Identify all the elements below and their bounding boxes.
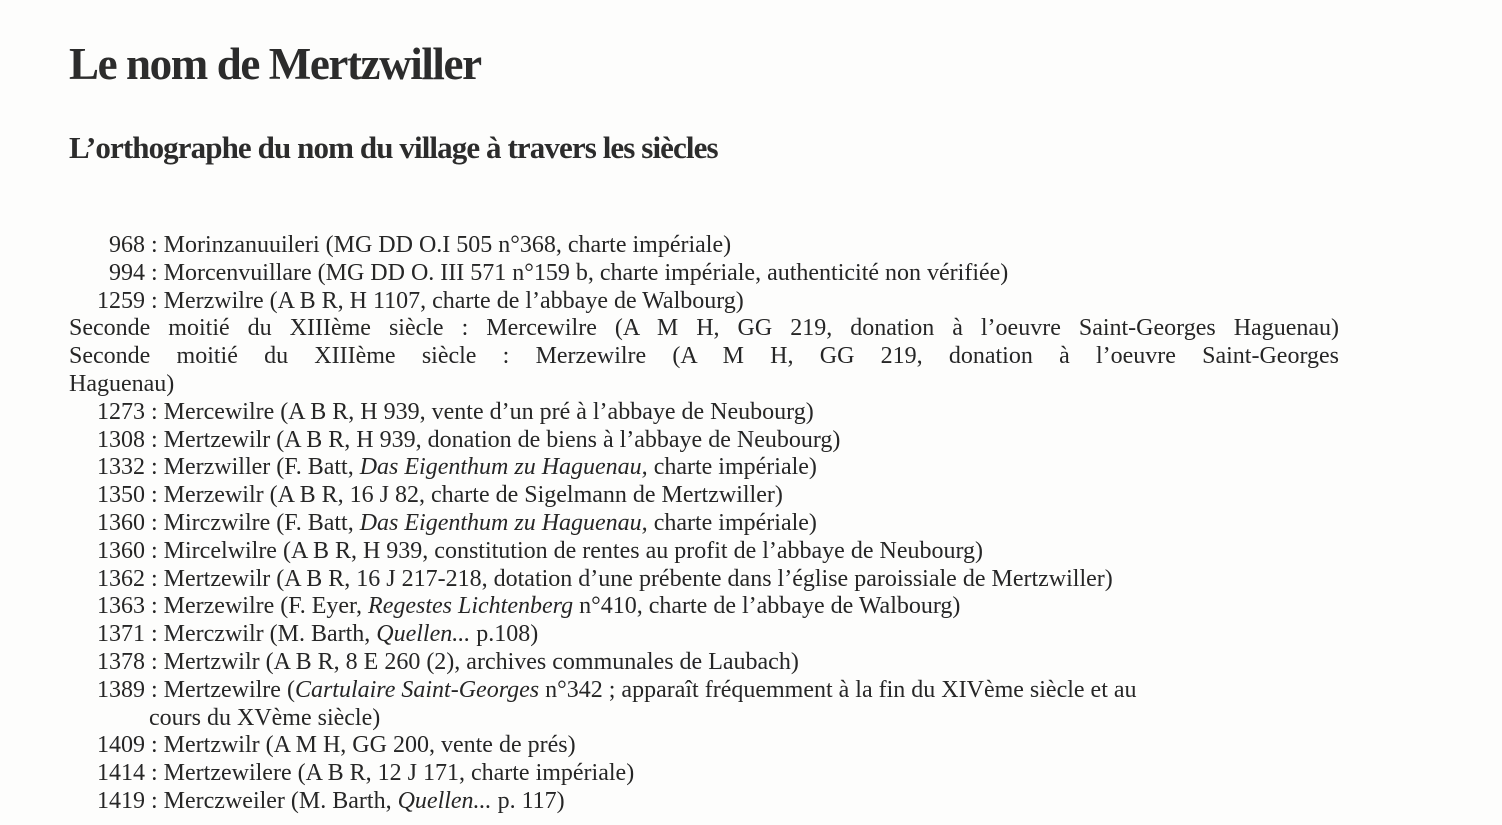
list-item: 1259 : Merzwilre (A B R, H 1107, charte de l’abbaye de Walbourg) <box>69 288 1339 316</box>
entry-year: 1409 <box>97 732 145 759</box>
source-title: Regestes Lichtenberg <box>368 593 574 620</box>
entry-text: Merzewilre (F. Eyer, <box>163 593 369 620</box>
list-item: 1363 : Merzewilre (F. Eyer, Regestes Lichtenberg n°410, charte de l’abbaye de Walbourg) <box>69 593 1339 621</box>
list-item: 1360 : Mircelwilre (A B R, H 939, constitution de rentes au profit de l’abbaye de Neubourg) <box>69 538 1339 566</box>
entry-year: 1360 <box>97 537 145 564</box>
list-item: 1350 : Merzewilr (A B R, 16 J 82, charte de Sigelmann de Mertzwiller) <box>69 482 1339 510</box>
list-item: 1308 : Mertzewilr (A B R, H 939, donation de biens à l’abbaye de Neubourg) <box>69 427 1339 455</box>
entry-year: 1350 <box>97 482 145 509</box>
list-item: 1362 : Mertzewilr (A B R, 16 J 217-218, dotation d’une prébente dans l’église paroissiale de Mertzwiller) <box>69 566 1339 594</box>
entry-text-end: charte impériale) <box>647 454 817 481</box>
entry-year: 1389 <box>97 676 145 703</box>
list-item <box>69 315 1339 343</box>
list-item: 994 : Morcenvuillare (MG DD O. III 571 n°159 b, charte impériale, authenticité non vérifiée) <box>69 260 1339 288</box>
list-item: 1332 : Merzwiller (F. Batt, Das Eigenthum zu Haguenau, charte impériale) <box>69 454 1339 482</box>
entry-text: Merzwilre (A B R, H 1107, charte de l’abbaye de Walbourg) <box>163 287 744 314</box>
entry-text: Mertzwilr (A B R, 8 E 260 (2), archives communales de Laubach) <box>163 648 799 675</box>
source-title: Quellen... <box>376 621 471 648</box>
source-title: Quellen... <box>397 787 492 814</box>
entry-text: Morinzanuuileri (MG DD O.I 505 n°368, charte impériale) <box>163 232 732 258</box>
entry-text: Seconde moitié du XIIIème siècle : Merzewilre (A M H, GG 219, donation à l’oeuvre Saint-Georges <box>69 343 1339 370</box>
entry-year: 1360 <box>97 509 145 536</box>
entry-text: Mircelwilre (A B R, H 939, constitution de rentes au profit de l’abbaye de Neubourg) <box>163 537 984 564</box>
entry-year: 1308 <box>97 426 145 453</box>
entry-year: 1259 <box>97 287 145 314</box>
entry-text-continued: Haguenau) <box>69 370 175 397</box>
entry-year: 1371 <box>97 621 145 648</box>
entry-text: Mirczwilre (F. Batt, <box>163 509 360 536</box>
entry-text: Morcenvuillare (MG DD O. III 571 n°159 b, charte impériale, authenticité non vérifiée) <box>163 259 1009 286</box>
entry-text: Mercewilre (A B R, H 939, vente d’un pré à l’abbaye de Neubourg) <box>163 398 814 425</box>
list-item: 1273 : Mercewilre (A B R, H 939, vente d’un pré à l’abbaye de Neubourg) <box>69 399 1339 427</box>
entry-year: 994 <box>109 259 145 286</box>
entry-year: 1362 <box>97 565 145 592</box>
entry-text: Mertzewilre ( <box>163 676 295 703</box>
list-item: 1409 : Mertzwilr (A M H, GG 200, vente de prés) <box>69 732 1339 760</box>
entry-year: 1332 <box>97 454 145 481</box>
entry-year: 1273 <box>97 398 145 425</box>
list-item: 1389 : Mertzewilre (Cartulaire Saint-Georges n°342 ; apparaît fréquemment à la fin du XIVème siècle et au cours du XVème siècle) <box>69 677 1339 733</box>
list-item: 1419 : Merczweiler (M. Barth, Quellen... p. 117) <box>69 788 1339 816</box>
entry-year: 1414 <box>97 760 145 787</box>
page-title: Le nom de Mertzwiller <box>69 39 481 89</box>
list-item: 1414 : Mertzewilere (A B R, 12 J 171, charte impériale) <box>69 760 1339 788</box>
entry-text-end: charte impériale) <box>647 509 817 536</box>
name-spelling-list <box>69 232 1339 816</box>
entry-text-end: p. 117) <box>491 787 565 814</box>
entry-text: Merzewilr (A B R, 16 J 82, charte de Sigelmann de Mertzwiller) <box>163 482 783 509</box>
entry-text-end: p.108) <box>470 621 539 648</box>
entry-text: Merczweiler (M. Barth, <box>163 787 398 814</box>
entry-text: Mertzewilere (A B R, 12 J 171, charte impériale) <box>163 760 635 787</box>
entry-text-continued: cours du XVème siècle) <box>149 704 381 731</box>
entry-year: 1419 <box>97 787 145 814</box>
entry-text: Merczwilr (M. Barth, <box>163 621 377 648</box>
entry-text-end: n°342 ; apparaît fréquemment à la fin du XIVème siècle et au <box>539 676 1137 703</box>
list-item: 1371 : Merczwilr (M. Barth, Quellen... p.108) <box>69 621 1339 649</box>
list-item: 1378 : Mertzwilr (A B R, 8 E 260 (2), archives communales de Laubach) <box>69 649 1339 677</box>
entry-year: 1378 <box>97 648 145 675</box>
entry-text: Mertzwilr (A M H, GG 200, vente de prés) <box>163 732 576 759</box>
list-item: 1360 : Mirczwilre (F. Batt, Das Eigenthum zu Haguenau, charte impériale) <box>69 510 1339 538</box>
entry-text: Mertzewilr (A B R, 16 J 217-218, dotation d’une prébente dans l’église paroissiale de Mertzwiller) <box>163 565 1113 592</box>
entry-text: Seconde moitié du XIIIème siècle : Mercewilre (A M H, GG 219, donation à l’oeuvre Saint-Georges Haguenau) <box>69 315 1339 342</box>
entry-text-end: n°410, charte de l’abbaye de Walbourg) <box>573 593 961 620</box>
entry-year: 968 <box>109 232 145 258</box>
section-subtitle: L’orthographe du nom du village à travers les siècles <box>69 130 718 165</box>
entry-text: Mertzewilr (A B R, H 939, donation de biens à l’abbaye de Neubourg) <box>163 426 841 453</box>
list-item <box>69 343 1339 399</box>
list-item: 968 : Morinzanuuileri (MG DD O.I 505 n°368, charte impériale) <box>69 232 1339 260</box>
entry-year: 1363 <box>97 593 145 620</box>
entry-text: Merzwiller (F. Batt, <box>163 454 360 481</box>
source-title: Das Eigenthum zu Haguenau, <box>359 509 648 536</box>
source-title: Das Eigenthum zu Haguenau, <box>359 454 648 481</box>
source-title: Cartulaire Saint-Georges <box>294 676 540 703</box>
